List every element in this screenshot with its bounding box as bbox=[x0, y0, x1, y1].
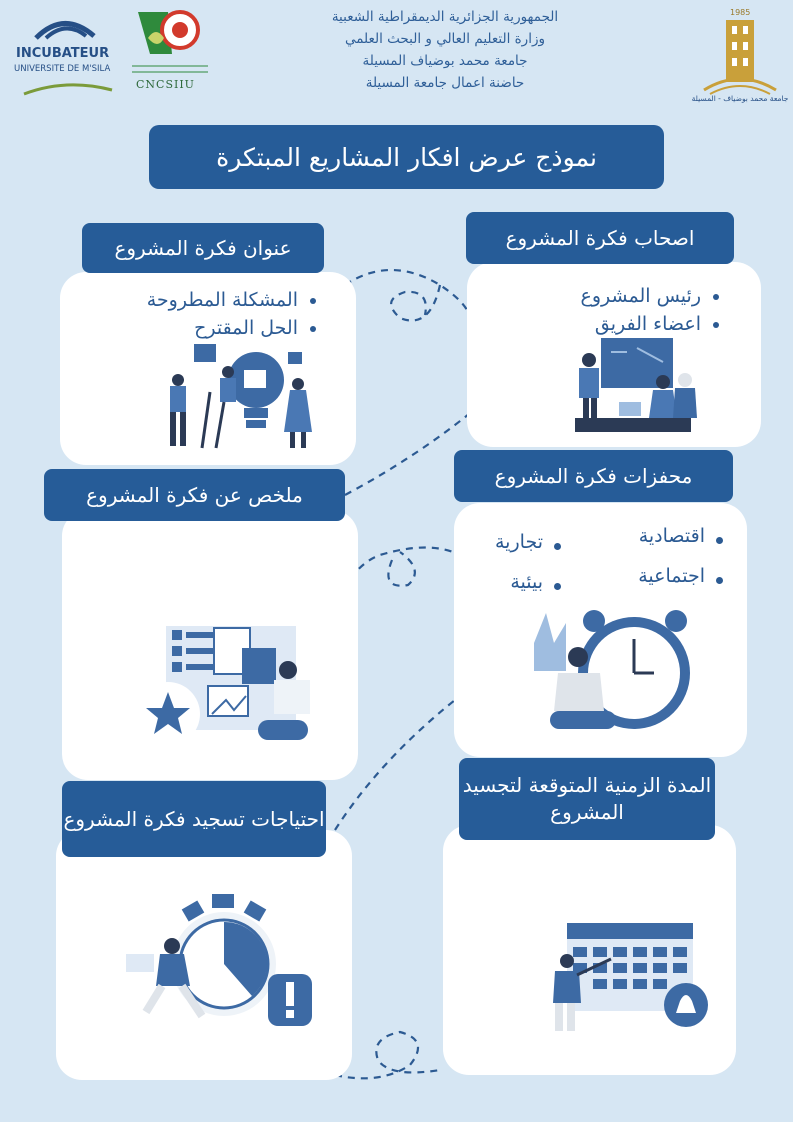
university-caption: جامعة محمد بوضياف - المسيلة bbox=[691, 94, 789, 103]
motivation-commercial: تجارية bbox=[495, 531, 543, 553]
header-line-incubator: حاضنة اعمال جامعة المسيلة bbox=[365, 75, 525, 91]
summary-card bbox=[62, 510, 358, 780]
cncsiiu-name: CNCSIIU bbox=[136, 78, 195, 91]
motivations-tab: محفزات فكرة المشروع bbox=[454, 450, 733, 502]
owners-card bbox=[467, 262, 761, 447]
header-line-ministry: وزارة التعليم العالي و البحث العلمي bbox=[344, 31, 545, 47]
duration-tab: المدة الزمنية المتوقعة لتجسيد المشروع bbox=[459, 758, 715, 840]
idea-title-item: • الحل المقترح bbox=[147, 314, 298, 342]
calendar-illustration bbox=[443, 825, 736, 1075]
team-meeting-illustration bbox=[467, 262, 761, 447]
owners-item: • رئيس المشروع bbox=[581, 282, 701, 310]
duration-card bbox=[443, 825, 736, 1075]
team-puzzle-illustration bbox=[60, 272, 356, 465]
incubateur-university: UNIVERSITE DE M'SILA bbox=[14, 64, 111, 74]
owners-item: • اعضاء الفريق bbox=[581, 310, 701, 338]
motivation-social: اجتماعية bbox=[638, 565, 705, 587]
incubateur-name: INCUBATEUR bbox=[16, 46, 110, 61]
stopwatch-illustration bbox=[56, 830, 352, 1080]
needs-tab: احتياجات تسجيد فكرة المشروع bbox=[62, 781, 326, 857]
header-line-republic: الجمهورية الجزائرية الديمقراطية الشعبية bbox=[331, 9, 559, 25]
header-line-university: جامعة محمد بوضياف المسيلة bbox=[362, 53, 528, 69]
motivation-economic: اقتصادية bbox=[638, 525, 705, 547]
page-title: نموذج عرض افكار المشاريع المبتكرة bbox=[149, 125, 664, 189]
needs-card bbox=[56, 830, 352, 1080]
summary-tab: ملخص عن فكرة المشروع bbox=[44, 469, 345, 521]
motivation-environmental: بيئية bbox=[510, 571, 543, 593]
idea-title-item: • المشكلة المطروحة bbox=[147, 286, 298, 314]
alarm-clock-illustration bbox=[454, 503, 747, 757]
idea-title-tab: عنوان فكرة المشروع bbox=[82, 223, 324, 273]
motivations-card bbox=[454, 503, 747, 757]
idea-title-card bbox=[60, 272, 356, 465]
owners-tab: اصحاب فكرة المشروع bbox=[466, 212, 734, 264]
document-review-illustration bbox=[62, 510, 358, 780]
university-year: 1985 bbox=[730, 8, 751, 17]
